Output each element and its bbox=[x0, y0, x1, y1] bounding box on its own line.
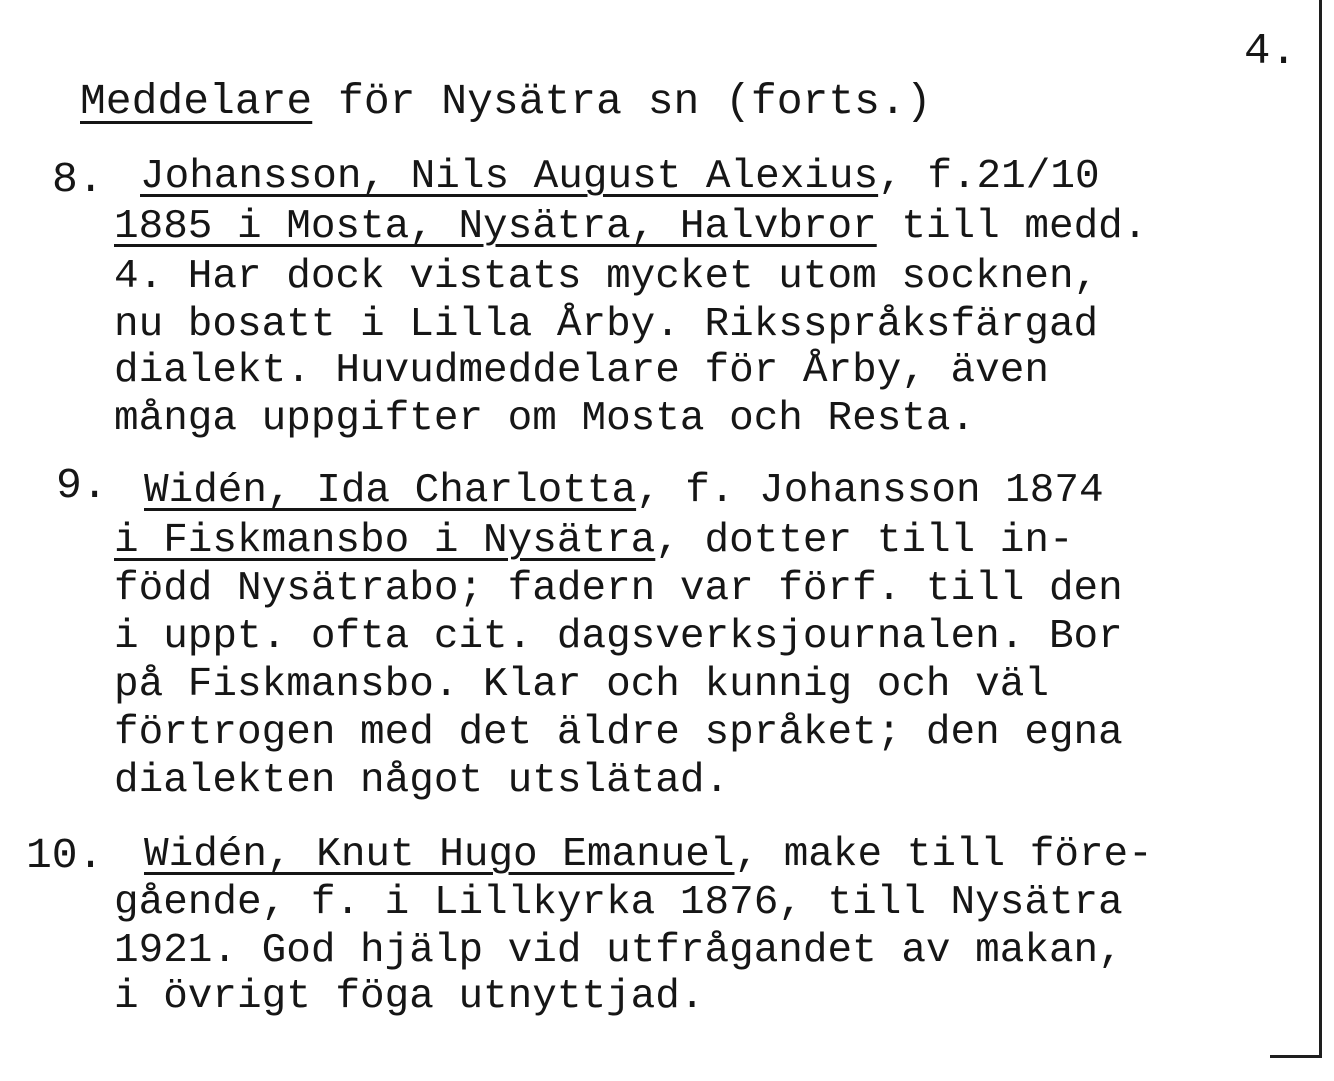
informant-name: Johansson, Nils August Alexius bbox=[140, 154, 879, 200]
informant-name: Widén, Ida Charlotta bbox=[144, 468, 637, 514]
entry-9-line-4: i uppt. ofta cit. dagsverksjournalen. Bor bbox=[114, 614, 1123, 660]
card-edge-bottom bbox=[1270, 1055, 1322, 1058]
entry-number-8: 8. bbox=[52, 155, 104, 204]
heading-underlined: Meddelare bbox=[80, 77, 313, 126]
entry-9-line-5: på Fiskmansbo. Klar och kunnig och väl bbox=[114, 662, 1049, 708]
entry-8-line-3: 4. Har dock vistats mycket utom socknen, bbox=[114, 254, 1099, 300]
entry-9-line-2: i Fiskmansbo i Nysätra, dotter till in- bbox=[114, 518, 1074, 564]
entry-8-line-2: 1885 i Mosta, Nysätra, Halvbror till medd. bbox=[114, 204, 1148, 250]
card-edge-right bbox=[1319, 0, 1322, 1056]
entry-8-line-4: nu bosatt i Lilla Årby. Riksspråksfärgad bbox=[114, 302, 1099, 348]
informant-name: Widén, Knut Hugo Emanuel bbox=[144, 832, 735, 878]
page-number: 4. bbox=[1244, 27, 1297, 77]
entry-9-line-7: dialekten något utslätad. bbox=[114, 758, 730, 804]
entry-8-line-1: Johansson, Nils August Alexius, f.21/10 bbox=[140, 154, 1100, 200]
entry-10-line-3: 1921. God hjälp vid utfrågandet av makan, bbox=[114, 928, 1123, 974]
entry-10-line-1: Widén, Knut Hugo Emanuel, make till före- bbox=[144, 832, 1153, 878]
entry-8-line-5: dialekt. Huvudmeddelare för Årby, även bbox=[114, 348, 1049, 394]
entry-8-line-6: många uppgifter om Mosta och Resta. bbox=[114, 396, 976, 442]
heading-rest: för Nysätra sn (forts.) bbox=[312, 77, 932, 126]
entry-10-line-2: gående, f. i Lillkyrka 1876, till Nysätra bbox=[114, 880, 1123, 926]
entry-number-10: 10. bbox=[26, 831, 104, 880]
page-heading bbox=[80, 72, 932, 132]
entry-9-line-6: förtrogen med det äldre språket; den egna bbox=[114, 710, 1123, 756]
entry-9-line-1: Widén, Ida Charlotta, f. Johansson 1874 bbox=[144, 468, 1104, 514]
entry-10-line-4: i övrigt föga utnyttjad. bbox=[114, 974, 705, 1020]
entry-number-9: 9. bbox=[56, 461, 108, 510]
entry-9-line-3: född Nysätrabo; fadern var förf. till den bbox=[114, 566, 1123, 612]
